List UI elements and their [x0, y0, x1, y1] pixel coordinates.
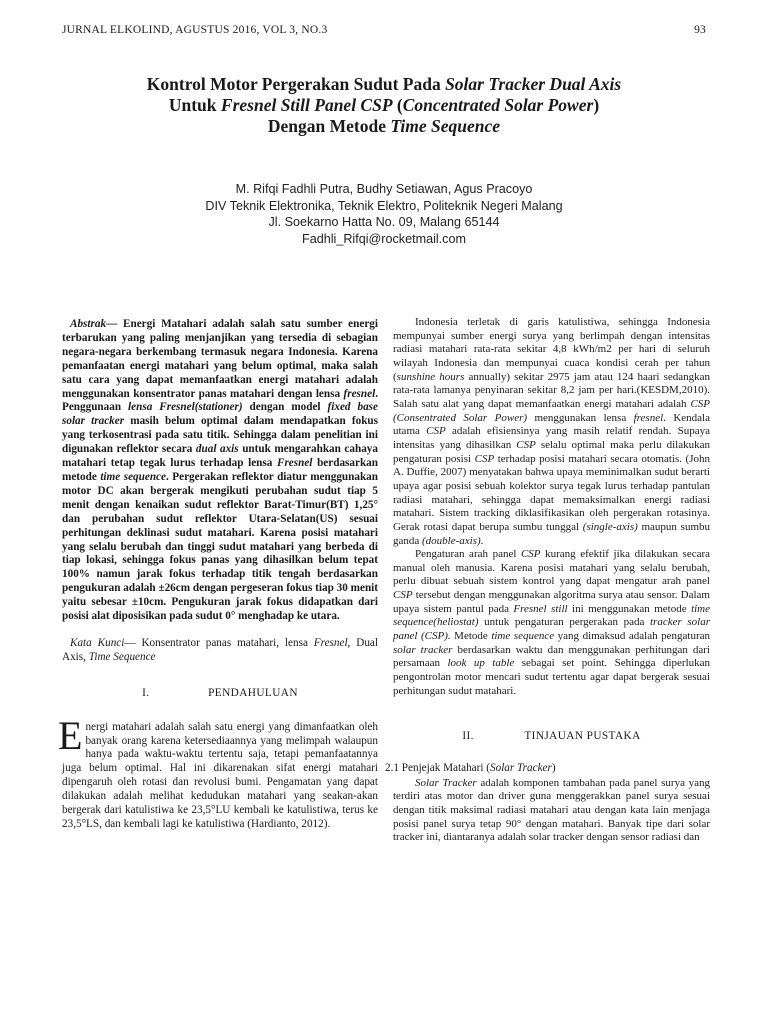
- body-text: . Kendala utama: [393, 411, 710, 438]
- body-text: menggunakan lensa: [527, 411, 634, 424]
- title-text: Dengan Metode: [267, 116, 391, 136]
- subsection-text: Penjejak Matahari (: [398, 762, 491, 775]
- section-heading-tinjauan: [393, 730, 710, 744]
- body-text: ini menggunakan metode: [567, 602, 692, 615]
- body-italic: time sequence: [491, 630, 555, 643]
- paragraph-solar-tracker: [393, 777, 710, 845]
- body-text: berdasarkan waktu dan menggunakan perhitungan dari persamaan: [393, 643, 710, 670]
- title-line-1: [60, 74, 708, 95]
- author-address: Jl. Soekarno Hatta No. 09, Malang 65144: [268, 215, 500, 229]
- body-italic: CSP: [393, 589, 413, 602]
- title-italic: Time Sequence: [390, 116, 501, 136]
- body-text: sebagai set point. Sehingga diperlukan pengontrolan motor mencari sudut tertentu agar dapat bergerak sesuai perhitungan sudut matahari.: [393, 657, 711, 697]
- journal-name: JURNAL ELKOLIND, AGUSTUS 2016, VOL 3, NO.3: [62, 24, 328, 36]
- body-italic: CSP: [520, 548, 541, 561]
- abstract: [62, 318, 378, 624]
- subsection-italic: Solar Tracker: [490, 762, 552, 775]
- abstract-label: Abstrak: [70, 318, 107, 330]
- section-number: I.: [142, 686, 150, 699]
- body-text: Indonesia terletak di garis katulistiwa, sehingga Indonesia mempunyai sumber energi surya yang berlimpah dengan intensitas radiasi matahari rata-rata sekitar 4,8 kWh/m2 per hari di seluruh wilayah Indonesia dan mempunyai cuaca kondisi cerah per tahun (: [393, 316, 710, 383]
- body-text: Pengaturan arah panel: [415, 548, 521, 561]
- keywords-text: Dual Axis,: [62, 636, 378, 663]
- body-italic: CSP (Consentrated Solar Power): [393, 397, 710, 424]
- title-text: ): [593, 95, 600, 115]
- left-column: [58, 318, 379, 832]
- body-text: yang dimaksud adalah pengaturan: [554, 630, 711, 643]
- body-italic: sunshine hours: [396, 370, 465, 383]
- body-italic: Solar Tracker: [415, 776, 477, 789]
- drop-cap: E: [58, 712, 83, 758]
- body-italic: Fresnel still: [513, 602, 568, 615]
- author-affiliation: DIV Teknik Elektronika, Teknik Elektro, Politeknik Negeri Malang: [205, 198, 563, 213]
- abstract-text: berdasarkan metode: [62, 457, 378, 483]
- paragraph-indonesia: [393, 316, 710, 548]
- paragraph-pengaturan: [393, 548, 710, 698]
- title-line-3: [60, 116, 708, 137]
- body-text: Metode: [450, 630, 492, 643]
- subsection-number: 2.1: [385, 762, 399, 775]
- keywords-italic: Time Sequence: [88, 650, 156, 663]
- running-header: [62, 24, 706, 36]
- body-italic: (single-axis): [582, 520, 638, 533]
- body-italic: fresnel: [633, 411, 664, 424]
- keywords: [62, 637, 378, 665]
- body-italic: CSP: [426, 425, 446, 438]
- body-text: adalah komponen tambahan pada panel surya yang terdiri atas motor dan driver guna menggerakkan panel surya sesuai dengan titik maksimal radiasi matahari atau dengan kata lain menjaga posisi panel surya tetap 90° dengan matahari. Banyak tipe dari solar tracker ini, diantaranya adalah solar tracker dengan sensor radiasi dan: [393, 776, 710, 844]
- page-number: 93: [694, 24, 706, 36]
- abstract-text: . Penggunaan: [62, 387, 378, 414]
- section-heading-pendahuluan: [62, 687, 378, 701]
- abstract-italic: time sequence: [100, 470, 166, 483]
- body-text: .: [480, 534, 484, 547]
- keywords-label: Kata Kunci: [70, 636, 125, 649]
- abstract-italic: fixed base solar tracker: [62, 401, 379, 428]
- body-italic: look up table: [447, 657, 515, 670]
- intro-text: nergi matahari adalah salah satu energi yang dimanfaatkan oleh banyak orang karena ketersediaannya yang melimpah walaupun hanya pada waktu-waktu tertentu saja, tetapi pemanfaatannya juga belum optimal. Hal ini dikarenakan sifat energi matahari dipengaruh oleh rotasi dan revolusi bumi. Pengamatan yang dapat dilakukan adalah melihat kedudukan matahari yang seakan-akan bergerak dari katulistiwa ke 23,5°LU kembali ke katulistiwa, terus ke 23,5°LS, dan kembali lagi ke katulistiwa (Hardianto, 2012).: [62, 720, 378, 830]
- body-text: kurang efektif jika dilakukan secara manual oleh manusia. Karena posisi matahari yang selalu berubah, perlu dibuat sebuah sistem kontrol yang dapat mengatur arah panel: [393, 548, 711, 588]
- body-italic: time sequence(heliostat): [393, 602, 711, 629]
- author-block: [60, 181, 708, 247]
- title-text: (: [392, 95, 403, 115]
- body-text: adalah efisiensinya yang masih relatif rendah. Supaya intensitas yang dihasilkan: [393, 425, 710, 451]
- body-text: tersebut dengan menggunakan algoritma surya atau sensor. Dalam upaya sistem pantul pada: [393, 589, 710, 615]
- subsection-heading: [385, 762, 710, 776]
- abstract-text: untuk mengarahkan cahaya matahari tetap tegak lurus terhadap lensa: [62, 443, 378, 470]
- body-text: annually) sekitar 2975 jam atau 124 haari sedangkan rata-rata lamanya penyinaran sekitar 8,2 jam per hari.(KESDM,2010). Salah satu alat yang dapat memanfaatkan energi matahari adalah: [393, 370, 711, 410]
- body-text: untuk pengaturan pergerakan pada: [478, 616, 650, 629]
- paper-title: [60, 74, 708, 137]
- title-italic: Fresnel Still Panel CSP: [220, 95, 393, 115]
- body-italic: tracker solar panel (CSP).: [393, 616, 711, 643]
- abstract-italic: lensa Fresnel(stationer): [128, 401, 243, 414]
- abstract-text: masih belum optimal dalam mendapatkan fokus yang terkosentrasi pada satu titik. Sehingga dalam penelitian ini digunakan reflektor secara: [62, 415, 378, 456]
- section-number: II.: [462, 730, 474, 743]
- abstract-italic: Fresnel: [276, 457, 313, 470]
- title-italic: Solar Tracker Dual Axis: [445, 74, 622, 94]
- section-title: PENDAHULUAN: [208, 686, 298, 699]
- abstract-text: . Pergerakan reflektor diatur menggunakan motor DC akan bergerak mengikuti perubahan sudut tiap 5 menit dengan kenaikan sudut reflektor Barat-Timur(BT) 1,25° dan perubahan sudut reflektor Utara-Selatan(US) sesuai perhitungan deklinasi sudut matahari. Karena posisi matahari yang selalu berubah dan tinggi sudut matahari yang berbeda di tiap lokasi, sehingga fokus panas yang dihasilkan belum tepat 100% namun jarak fokus terhadap titik tengah berdasarkan pengukuran adalah ±26cm dengan pergeseran fokus tiap 30 menit yaitu sebesar ±10cm. Pengukuran jarak fokus didapatkan dari posisi alat diposisikan pada sudut 0° menghadap ke utara.: [62, 470, 378, 623]
- section-title: TINJAUAN PUSTAKA: [524, 730, 641, 743]
- title-italic: Concentrated Solar Power: [402, 95, 594, 115]
- title-text: Kontrol Motor Pergerakan Sudut Pada: [146, 74, 446, 94]
- abstract-text: — Energi Matahari adalah salah satu sumber energi terbarukan yang paling menjanjikan yang tersedia di sebagian negara-negara berkembang termasuk negara Indonesia. Karena pemanfaatan energi matahari yang belum optimal, maka salah satu cara yang dapat memanfaatkan energi matahari adalah menggunakan konsentrator panas matahari dengan lensa: [62, 318, 378, 400]
- author-names: M. Rifqi Fadhli Putra, Budhy Setiawan, Agus Pracoyo: [235, 182, 533, 196]
- body-italic: CSP: [516, 438, 536, 451]
- abstract-italic: fresnel: [343, 387, 376, 400]
- right-column: [385, 316, 711, 845]
- body-italic: solar tracker: [393, 643, 453, 656]
- abstract-text: dengan model: [242, 401, 328, 414]
- intro-paragraph: [58, 712, 378, 832]
- subsection-text: ): [551, 762, 556, 775]
- keywords-italic: Fresnel,: [313, 636, 351, 649]
- keywords-text: — Konsentrator panas matahari, lensa: [124, 636, 314, 649]
- body-text: selalu optimal maka perlu dilakukan pengaturan posisi: [393, 438, 710, 465]
- author-email[interactable]: Fadhli_Rifqi@rocketmail.com: [302, 231, 466, 246]
- body-italic: CSP: [474, 452, 495, 465]
- title-text: Untuk: [168, 95, 221, 115]
- title-line-2: [60, 95, 708, 116]
- body-text: maupun sumbu ganda: [393, 520, 711, 547]
- body-italic: (double-axis): [422, 534, 481, 547]
- body-text: terhadap posisi matahari secara otomatis. (John A. Duffie, 2007) menyatakan bahwa upaya meminimalkan sudut berarti upaya agar posisi sebuah kolektor surya tegak lurus terhadap pantulan radiasi matahari, sehingga dapat memaksimalkan energi radiasi matahari. Sistem tracking diklasifikasikan oleh pergerakan rotasinya. Gerak rotasi dapat berupa sumbu tunggal: [393, 452, 710, 533]
- abstract-italic: dual axis: [195, 443, 239, 456]
